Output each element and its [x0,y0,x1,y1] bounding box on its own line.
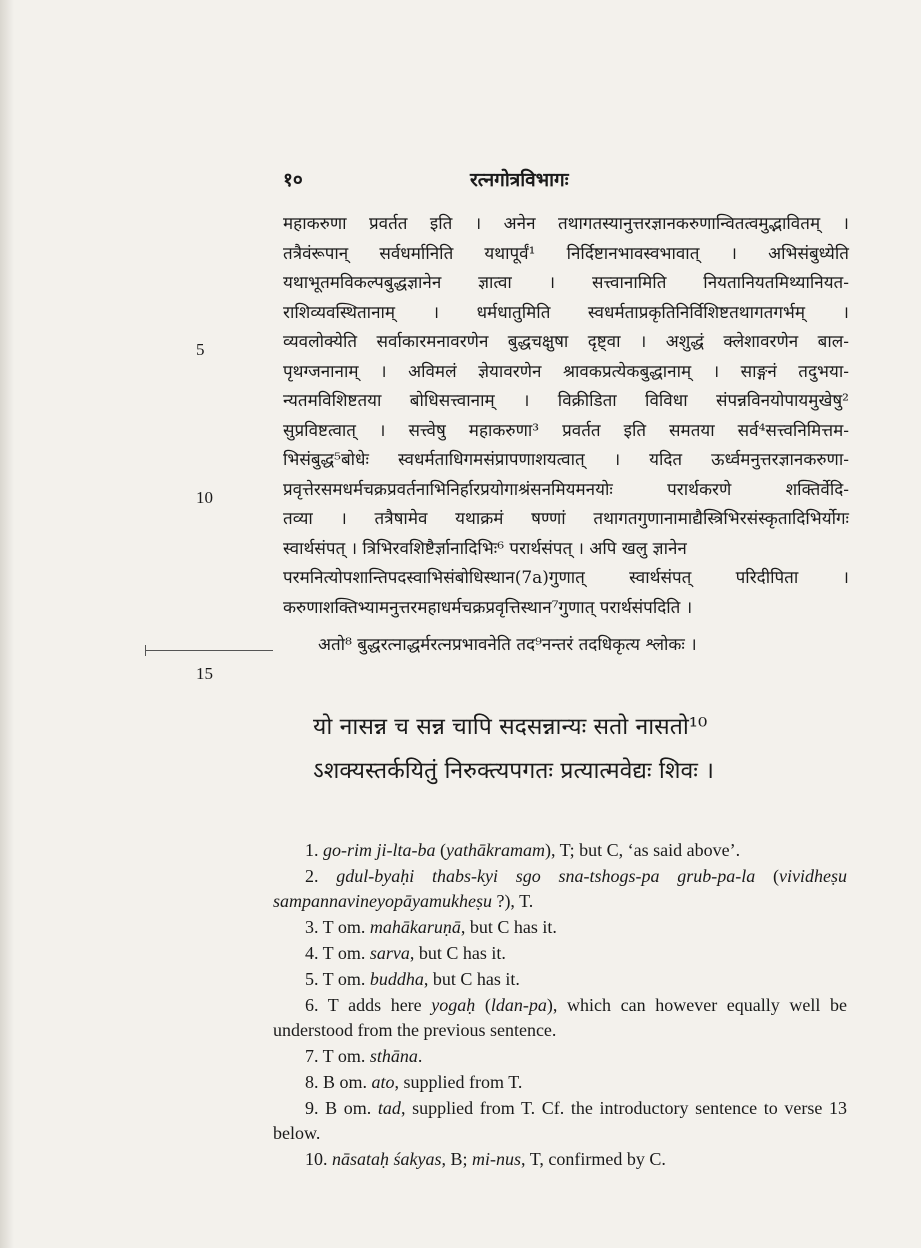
text-line: यथाभूतमविकल्पबुद्धज्ञानेन ज्ञात्वा । सत्त्वानामिति नियतानियतमिथ्यानियत- [283,273,849,293]
text-line: राशिव्यवस्थितानाम् । धर्मधातुमिति स्वधर्मताप्रकृतिनिर्विशिष्टतथागतगर्भम् । [283,302,849,323]
footnote-segment: sarva [369,943,410,963]
text-line: तत्रैवंरूपान् सर्वधर्मानिति यथापूर्वं¹ निर्दिष्टानभावस्वभावात् । अभिसंबुध्येति [283,243,849,264]
footnote-segment: buddha [369,969,424,989]
footnote-segment: ldan-pa [490,995,547,1015]
text-line: परमनित्योपशान्तिपदस्वाभिसंबोधिस्थान(7a)गुणात् स्वार्थसंपत् परिदीपिता । [283,568,849,588]
running-title: रत्नगोत्रविभागः [470,169,569,191]
page-number: १० [283,169,303,191]
footnote-5 [273,967,847,992]
footnote-segment: 3. T om. [305,917,370,937]
footnote-7 [273,1044,847,1069]
footnote-8 [273,1070,847,1095]
footnote-segment: ( [475,995,491,1015]
footnote-segment: , but C has it. [423,969,520,989]
line-number-5: 5 [196,340,205,359]
footnote-segment: 10. [305,1149,332,1169]
footnote-segment: 1. [305,840,323,860]
footnote-segment: mahākaruṇā [369,917,461,937]
text-line: तव्या । तत्रैषामेव यथाक्रमं षण्णां तथागतगुणानामाद्यैस्त्रिभिरसंस्कृतादिभिर्योगः [283,509,849,529]
footnote-segment: 8. B om. [305,1072,372,1092]
footnote-segment: ato [371,1072,395,1092]
text-line: प्रवृत्तेरसमधर्मचक्रप्रवर्तनाभिनिर्हारप्रयोगाश्रंसनमियमनयोः परार्थकरणे शक्तिर्वेदि- [283,479,849,500]
line-number-15: 15 [196,664,213,683]
text-line: न्यतमविशिष्टतया बोधिसत्त्वानाम् । विक्रीडिता विविधा संपन्नविनयोपायमुखेषु² [283,391,849,411]
footnote-segment: ), T; but C, ‘as said above’. [544,840,741,860]
footnote-9 [273,1096,847,1146]
text-line: सुप्रविष्टत्वात् । सत्त्वेषु महाकरुणा³ प्रवर्तत इति समतया सर्व⁴सत्त्वनिमित्तम- [283,420,849,441]
text-line: भिसंबुद्ध⁵बोधेः स्वधर्मताधिगमसंप्रापणाशयत्वात् । यदित ऊर्ध्वमनुत्तरज्ञानकरुणा- [283,450,849,470]
footnote-segment: mi-nus [472,1149,522,1169]
verse [313,705,714,793]
footnote-4 [273,941,847,966]
verse-line-2: ऽशक्यस्तर्कयितुं निरुक्त्यपगतः प्रत्यात्मवेद्यः शिवः । [313,758,714,784]
footnote-segment: . [417,1046,423,1066]
footnote-segment: ( [435,840,446,860]
text-line: अतो⁸ बुद्धरत्नाद्धर्मरत्नप्रभावनेति तद⁹नन्तरं तदधिकृत्य श्लोकः । [318,635,697,655]
footnote-segment: , supplied from T. [394,1072,523,1092]
footnote-2 [273,864,847,914]
footnote-segment: 9. B om. [305,1098,378,1118]
footnote-segment: tad [377,1098,401,1118]
footnote-segment: , supplied from T. Cf. the introductory sentence to verse 13 below. [273,1098,848,1143]
footnote-segment: vividheṣu sampannavineyopāyamukheṣu [273,866,848,911]
footnote-segment: yogaḥ [431,995,476,1015]
footnote-segment: sthāna [369,1046,418,1066]
footnote-segment: , but C has it. [409,943,506,963]
footnote-segment: go-rim ji-lta-ba [323,840,436,860]
text-line: पृथग्जनानाम् । अविमलं ज्ञेयावरणेन श्रावकप्रत्येकबुद्धानाम् । साङ्गनं तदुभया- [283,361,849,382]
footnote-segment: 5. T om. [305,969,370,989]
footnote-1 [273,838,847,863]
footnote-segment: ( [755,866,780,886]
footnote-segment: ?), T. [491,891,534,911]
footnote-6 [273,993,847,1043]
footnote-segment: , T, confirmed by C. [521,1149,666,1169]
footnote-segment: , but C has it. [460,917,557,937]
footnotes [273,838,847,1173]
main-text [283,210,849,661]
text-line: करुणाशक्तिभ्यामनुत्तरमहाधर्मचक्रप्रवृत्तिस्थान⁷गुणात् परार्थसंपदिति । [283,597,693,618]
text-line: महाकरुणा प्रवर्तत इति । अनेन तथागतस्यानुत्तरज्ञानकरुणान्वितत्वमुद्भावितम् । [283,214,849,234]
footnote-segment: gdul-byaḥi thabs-kyi sgo sna-tshogs-pa grub-pa-la [336,866,756,886]
footnote-segment: 6. T adds here [305,995,432,1015]
footnote-segment: yathākramam [446,840,545,860]
margin-marker-line [145,650,273,651]
text-line: व्यवलोक्येति सर्वाकारमनावरणेन बुद्धचक्षुषा दृष्ट्वा । अशुद्धं क्लेशावरणेन बाल- [283,332,849,352]
page-edge-shadow [0,0,14,1248]
text-line: स्वार्थसंपत् । त्रिभिरवशिष्टैर्ज्ञानादिभिः⁶ परार्थसंपत् । अपि खलु ज्ञानेन [283,538,687,559]
footnote-segment: 2. [305,866,337,886]
footnote-segment: , B; [441,1149,473,1169]
footnote-segment: nāsataḥ śakyas [332,1149,442,1169]
footnote-segment: 4. T om. [305,943,370,963]
footnote-10 [273,1147,847,1172]
footnote-3 [273,915,847,940]
verse-line-1: यो नासन्न च सन्न चापि सदसन्नान्यः सतो नासतो¹⁰ [313,714,708,740]
footnote-segment: ), which can however equally well be understood from the previous sentence. [273,995,847,1040]
footnote-segment: 7. T om. [305,1046,370,1066]
line-number-10: 10 [196,488,213,507]
